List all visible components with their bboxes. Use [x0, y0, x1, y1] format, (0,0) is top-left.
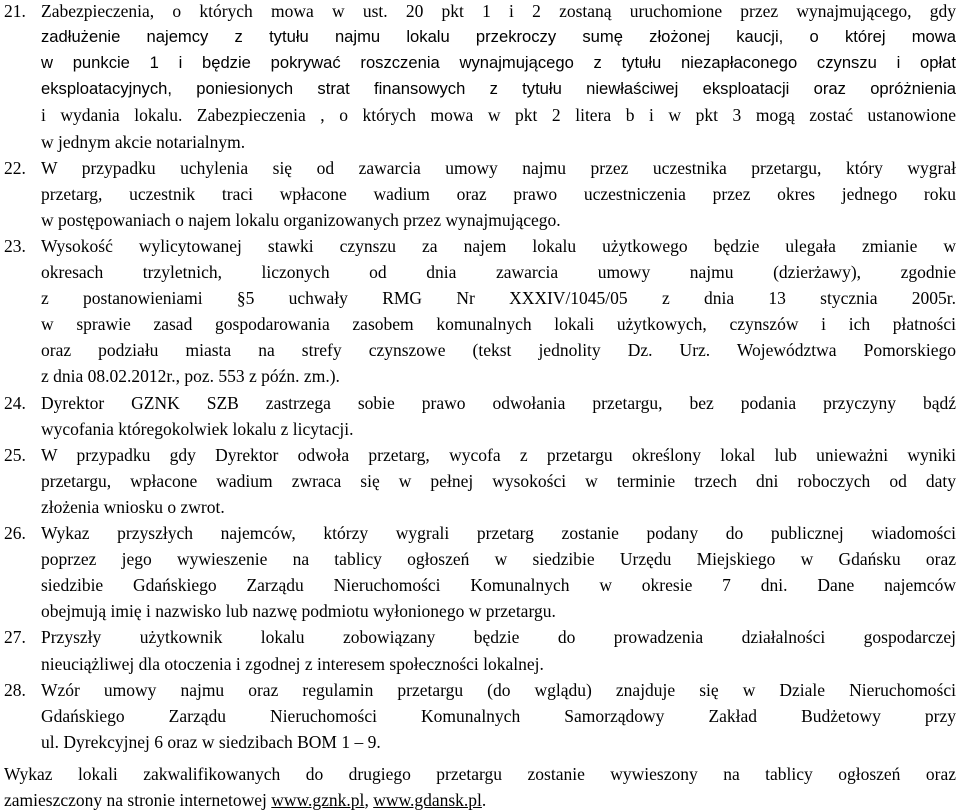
- link-separator: ,: [364, 790, 374, 810]
- footer-text: Wykaz lokali zakwalifikowanych do drugiego przetargu zostanie wywieszony na tablicy ogłoszeń oraz: [4, 764, 956, 784]
- paragraph-text: okresach trzyletnich, liczonych od dnia zawarcia umowy najmu (dzierżawy), zgodnie: [41, 262, 956, 282]
- paragraph-text: i wydania lokalu. Zabezpieczenia , o których mowa w pkt 2 litera b i w pkt 3 mogą zostać ustanowione: [41, 105, 956, 126]
- paragraph-text: w sprawie zasad gospodarowania zasobem komunalnych lokali użytkowych, czynszów i ich płatności: [41, 314, 956, 335]
- paragraph-text: Wzór umowy najmu oraz regulamin przetargu (do wglądu) znajduje się w Dziale Nieruchomości: [41, 679, 956, 700]
- paragraph-text: Wysokość wylicytowanej stawki czynszu za najem lokalu użytkowego będzie ulegała zmianie w: [41, 235, 956, 256]
- paragraph-text: eksploatacyjnych, poniesionych strat finansowych z tytułu niewłaściwej eksploatacji oraz opróżnienia: [41, 79, 956, 99]
- paragraph-text: Dyrektor GZNK SZB zastrzega sobie prawo odwołania przetargu, bez podania przyczyny bądź: [41, 392, 956, 413]
- paragraph-text: oraz podziału miasta na strefy czynszowe (tekst jednolity Dz. Urz. Województwa Pomorskiego: [41, 340, 956, 361]
- paragraph-text: ul. Dyrekcyjnej 6 oraz w siedzibach BOM 1 – 9.: [41, 731, 381, 752]
- paragraph-text: W przypadku uchylenia się od zawarcia umowy najmu przez uczestnika przetargu, który wygrał: [41, 157, 956, 178]
- paragraph-text: W przypadku gdy Dyrektor odwoła przetarg, wycofa z przetargu określony lokal lub unieważni wyniki: [41, 444, 956, 465]
- paragraph-number: 27.: [4, 627, 26, 648]
- footer-suffix: .: [481, 790, 487, 810]
- paragraph-text: zadłużenie najemcy z tytułu najmu lokalu przekroczy sumę złożonej kaucji, o której mowa: [41, 27, 956, 47]
- paragraph-text: wycofania któregokolwiek lokalu z licytacji.: [41, 418, 354, 439]
- paragraph-text: przetarg, uczestnik traci wpłacone wadium oraz prawo uczestniczenia przez okres jednego roku: [41, 183, 956, 204]
- paragraph-number: 26.: [4, 523, 26, 543]
- paragraph-text: w jednym akcie notarialnym.: [41, 131, 246, 152]
- paragraph-number: 24.: [4, 392, 26, 413]
- paragraph-text: Gdańskiego Zarządu Nieruchomości Komunalnych Samorządowy Zakład Budżetowy przy: [41, 705, 956, 726]
- footer-prefix: zamieszczony na stronie internetowej: [4, 790, 272, 810]
- paragraph-text: z dnia 08.02.2012r., poz. 553 z późn. zm.).: [41, 366, 340, 387]
- paragraph-number: 23.: [4, 235, 26, 256]
- gdansk-website-link[interactable]: www.gdansk.pl: [373, 790, 482, 810]
- paragraph-text: Wykaz przyszłych najemców, którzy wygrali przetarg zostanie podany do publicznej wiadomości: [41, 523, 956, 543]
- paragraph-number: 21.: [4, 1, 26, 21]
- paragraph-text: z postanowieniami §5 uchwały RMG Nr XXXIV/1045/05 z dnia 13 stycznia 2005r.: [41, 288, 956, 309]
- paragraph-text: Zabezpieczenia, o których mowa w ust. 20 pkt 1 i 2 zostaną uruchomione przez wynajmującego, gdy: [41, 1, 956, 21]
- paragraph-text: w punkcie 1 i będzie pokrywać roszczenia wynajmującego z tytułu niezapłaconego czynszu i opłat: [41, 53, 956, 73]
- paragraph-number: 25.: [4, 444, 26, 465]
- paragraph-text: przetargu, wpłacone wadium zwraca się w pełnej wysokości w terminie trzech dni roboczych od daty: [41, 470, 956, 491]
- paragraph-text: obejmują imię i nazwisko lub nazwę podmiotu wyłonionego w przetargu.: [41, 601, 556, 622]
- paragraph-text: Przyszły użytkownik lokalu zobowiązany będzie do prowadzenia działalności gospodarczej: [41, 627, 956, 648]
- paragraph-text: nieuciążliwej dla otoczenia i zgodnej z interesem społeczności lokalnej.: [41, 653, 544, 674]
- paragraph-number: 28.: [4, 679, 26, 700]
- footer-text: [4, 789, 956, 811]
- paragraph-text: w postępowaniach o najem lokalu organizowanych przez wynajmującego.: [41, 209, 561, 230]
- gznk-website-link[interactable]: www.gznk.pl: [271, 790, 365, 810]
- paragraph-text: poprzez jego wywieszenie na tablicy ogłoszeń w siedzibie Urzędu Miejskiego w Gdańsku oraz: [41, 549, 956, 570]
- paragraph-text: siedzibie Gdańskiego Zarządu Nieruchomości Komunalnych w okresie 7 dni. Dane najemców: [41, 575, 956, 596]
- paragraph-number: 22.: [4, 157, 26, 178]
- paragraph-text: złożenia wniosku o zwrot.: [41, 496, 225, 517]
